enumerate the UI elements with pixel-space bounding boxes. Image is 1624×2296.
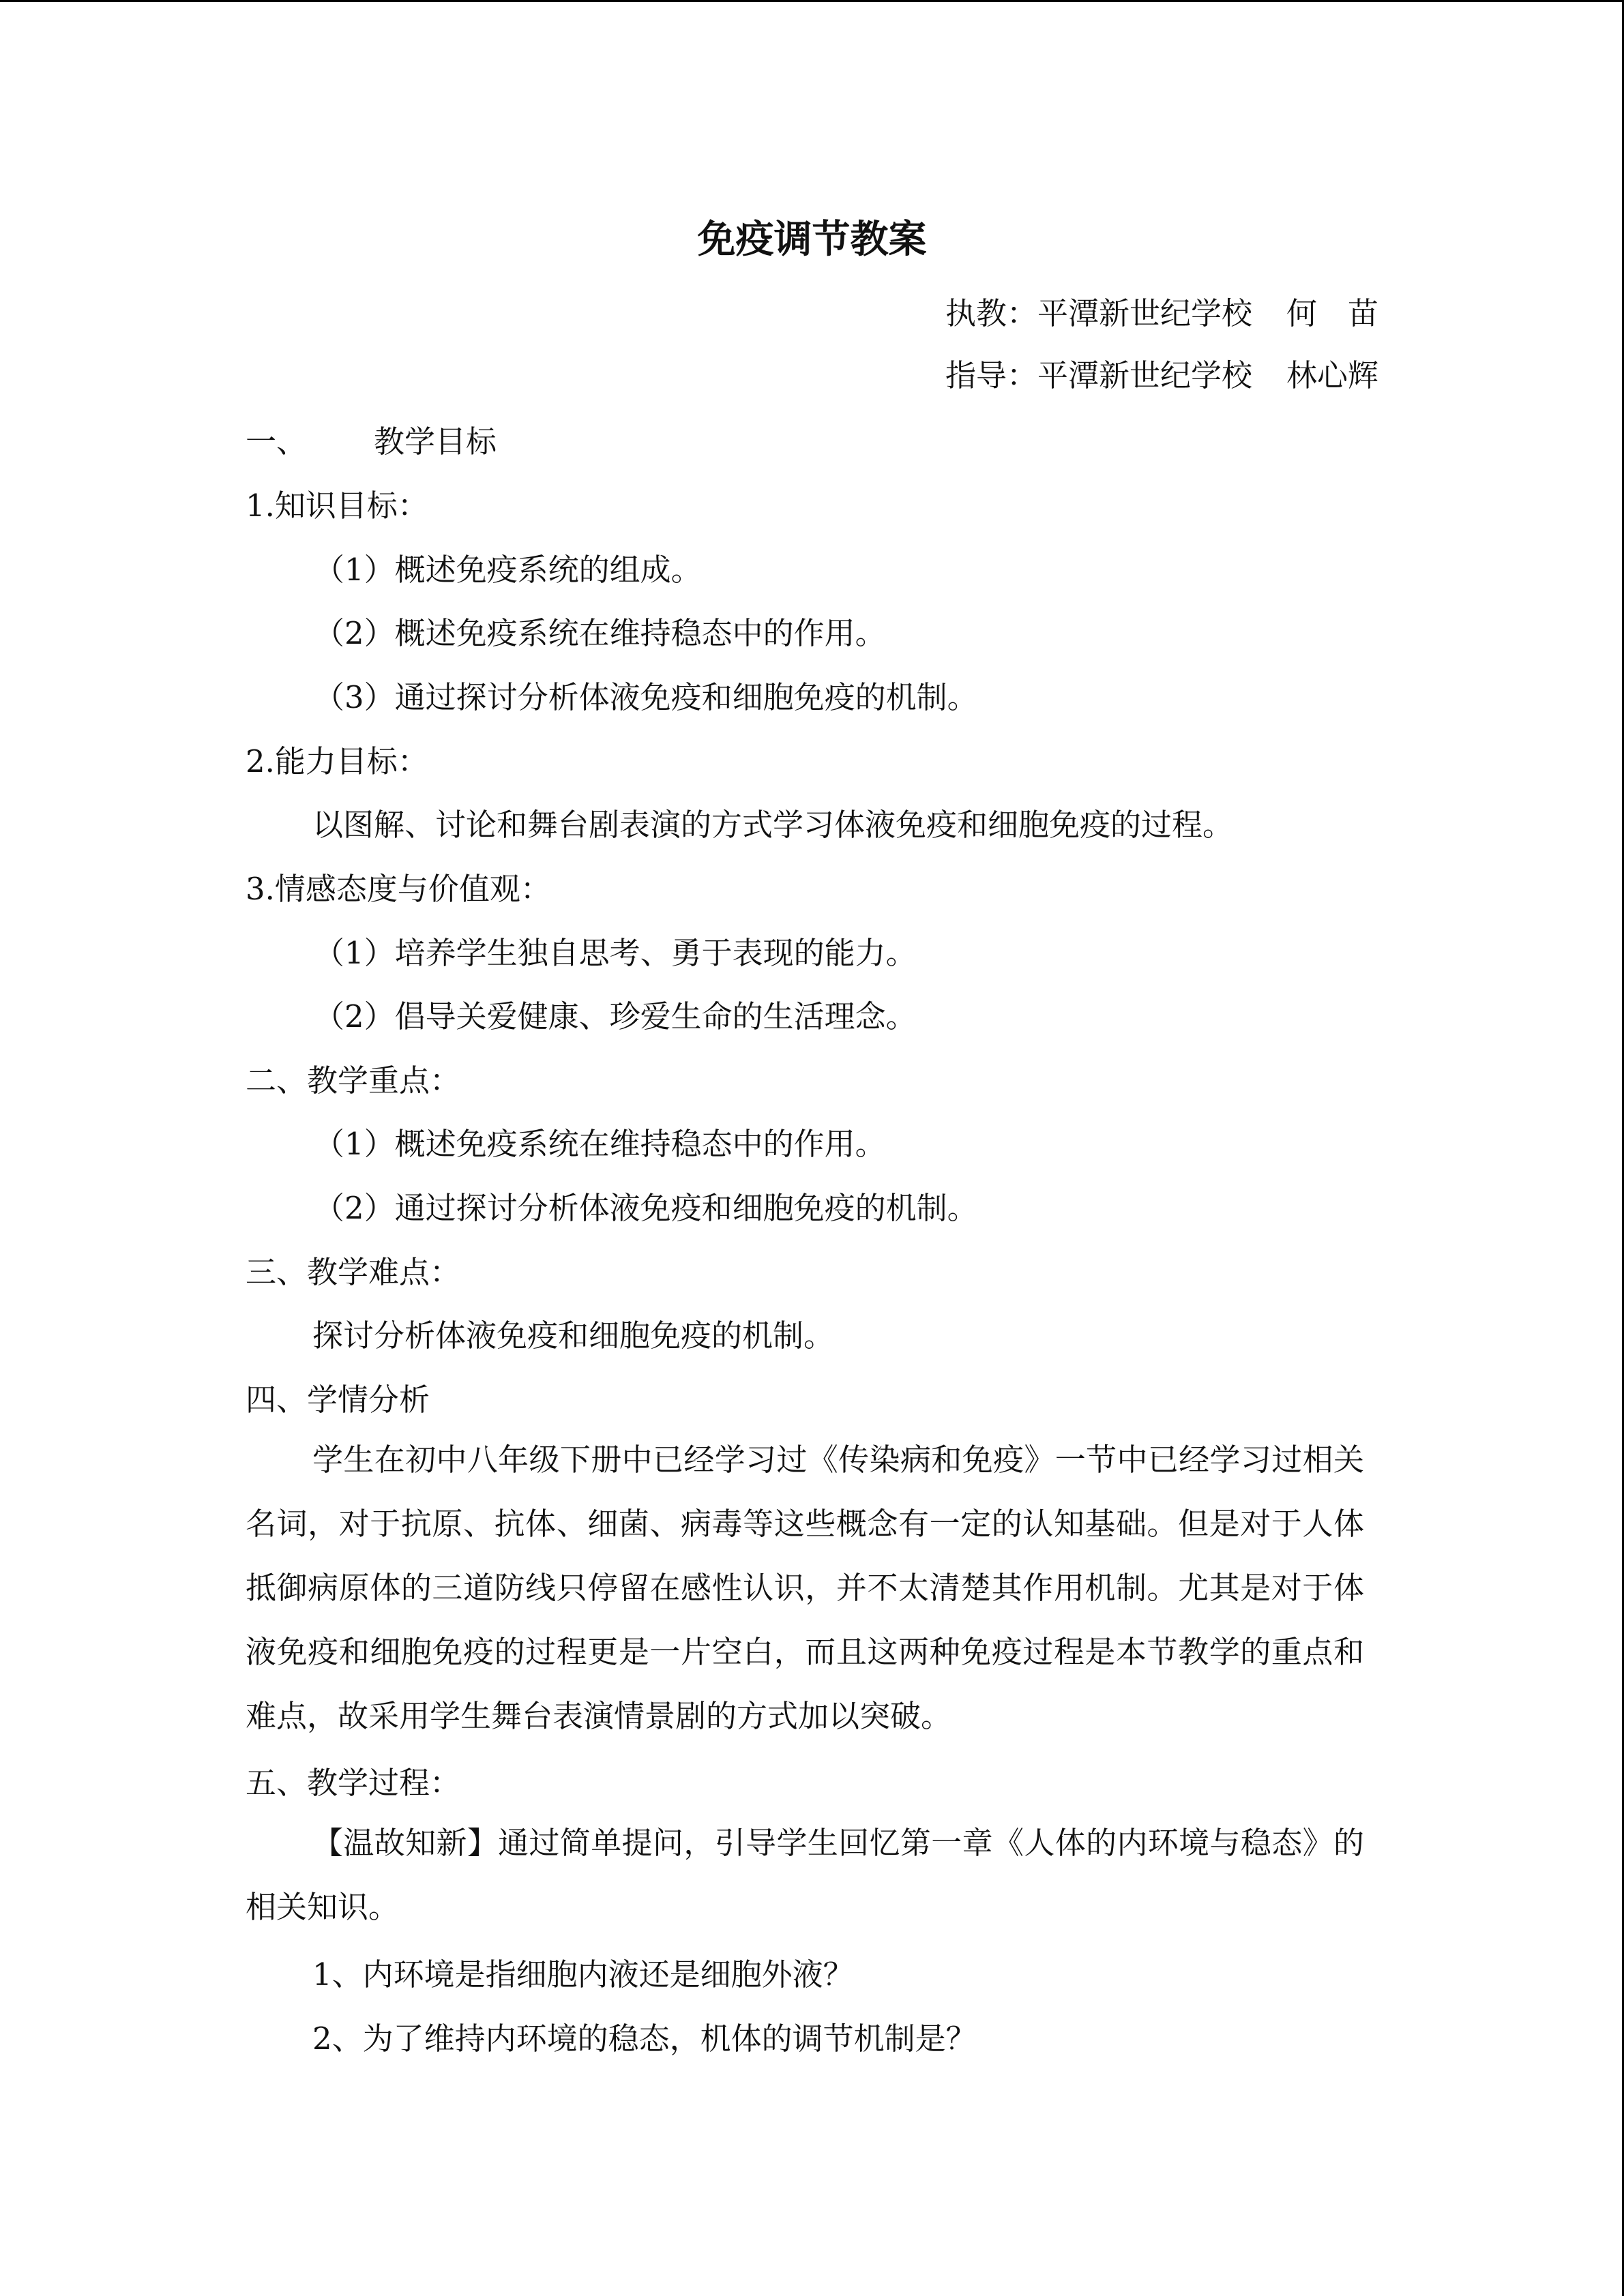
emotion-goal-item: （2）倡导关爱健康、珍爱生命的生活理念。: [314, 998, 917, 1034]
ability-goal-heading: 2.能力目标：: [246, 743, 428, 779]
knowledge-goal-item: （2）概述免疫系统在维持稳态中的作用。: [314, 615, 886, 651]
teacher-school: 平潭新世纪学校: [1037, 295, 1252, 331]
learner-analysis-paragraph: 学生在初中八年级下册中已经学习过《传染病和免疫》一节中已经学习过相关名词，对于抗原、抗体、细菌、病毒等这些概念有一定的认知基础。但是对于人体抵御病原体的三道防线只停留在感性认识，并不太清楚其作用机制。尤其是对于体液免疫和细胞免疫的过程更是一片空白，而且这两种免疫过程是本节教学的重点和难点，故采用学生舞台表演情景剧的方式加以突破。: [246, 1442, 1364, 1734]
section-1-title: 教学目标: [374, 423, 497, 460]
section-1-number: 一、: [246, 423, 308, 460]
section-2-heading: 二、教学重点：: [246, 1062, 461, 1099]
teacher-label: 执教：: [945, 295, 1037, 331]
review-paragraph: 【温故知新】通过简单提问，引导学生回忆第一章《人体的内环境与稳态》的相关知识。: [246, 1825, 1364, 1925]
section-1-heading: [246, 421, 497, 462]
teacher-line: [945, 293, 1378, 334]
key-point-item: （1）概述免疫系统在维持稳态中的作用。: [314, 1126, 886, 1162]
emotion-goal-item: （1）培养学生独自思考、勇于表现的能力。: [314, 935, 917, 971]
emotion-goal-heading: 3.情感态度与价值观：: [246, 871, 551, 907]
question-item: 1、内环境是指细胞内液还是细胞外液？: [312, 1956, 854, 1993]
knowledge-goal-item: （1）概述免疫系统的组成。: [314, 552, 702, 588]
teacher-name: 何 苗: [1286, 295, 1378, 331]
advisor-school: 平潭新世纪学校: [1037, 357, 1252, 393]
section-3-heading: 三、教学难点：: [246, 1254, 461, 1290]
key-point-item: （2）通过探讨分析体液免疫和细胞免疫的机制。: [314, 1190, 978, 1226]
advisor-line: [945, 355, 1378, 396]
knowledge-goal-heading: 1.知识目标：: [246, 488, 428, 524]
difficulty-text: 探讨分析体液免疫和细胞免疫的机制。: [312, 1317, 835, 1354]
section-5-heading: 五、教学过程：: [246, 1765, 461, 1801]
advisor-name: 林心辉: [1286, 357, 1378, 393]
ability-goal-text: 以图解、讨论和舞台剧表演的方式学习体液免疫和细胞免疫的过程。: [312, 807, 1234, 843]
section-4-heading: 四、学情分析: [246, 1382, 430, 1418]
advisor-label: 指导：: [945, 357, 1037, 393]
question-item: 2、为了维持内环境的稳态，机体的调节机制是？: [312, 2021, 977, 2057]
knowledge-goal-item: （3）通过探讨分析体液免疫和细胞免疫的机制。: [314, 679, 978, 715]
page-title: 免疫调节教案: [697, 218, 927, 262]
